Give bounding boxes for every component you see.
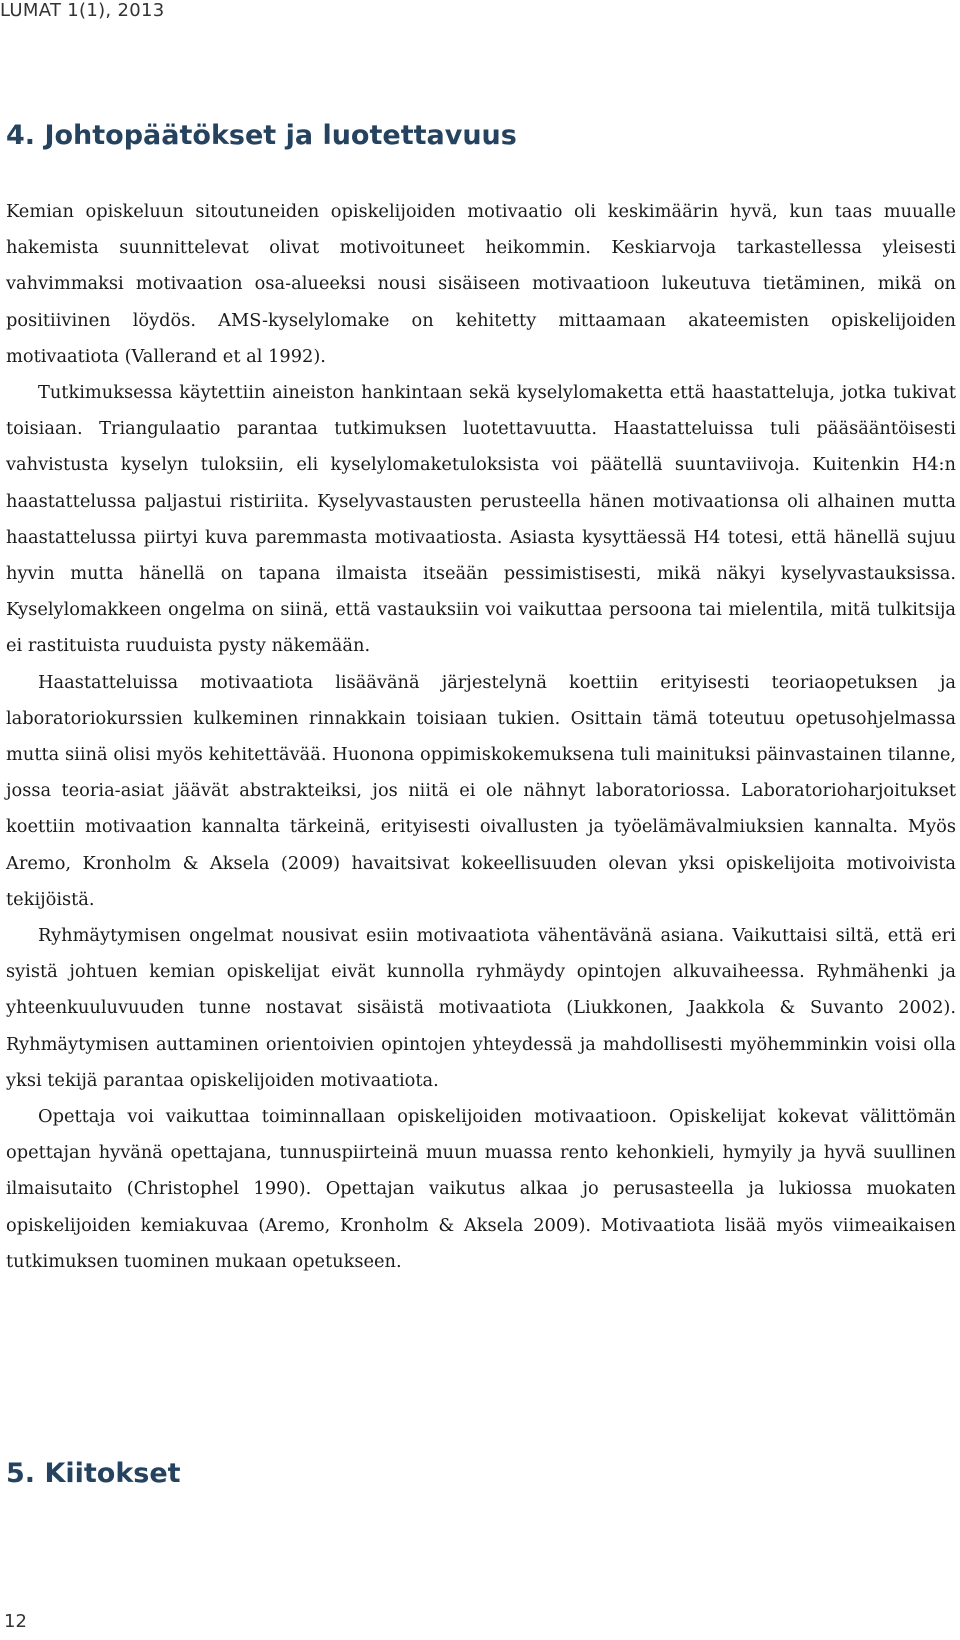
paragraph: Haastatteluissa motivaatiota lisäävänä järjestelynä koettiin erityisesti teoriaopetuksen ja laboratoriokurssien kulkeminen rinnakkain toisiaan tukien. Osittain tämä toteutuu opetusohjelmassa mutta siinä olisi myös kehitettävää. Huonona oppimiskokemuksena tuli mainituksi päinvastainen tilanne, jossa teoria-asiat jäävät abstrakteiksi, jos niitä ei ole nähnyt laboratoriossa. Laboratorioharjoitukset koettiin motivaation kannalta tärkeinä, erityisesti oivallusten ja työelämävalmiuksien kannalta. Myös Aremo, Kronholm & Aksela (2009) havaitsivat kokeellisuuden olevan yksi opiskelijoita motivoivista tekijöistä. <box>6 671 956 910</box>
page-number: 12 <box>4 1611 27 1632</box>
section-heading-acknowledgements: 5. Kiitokset <box>6 1458 181 1489</box>
paragraph: Ryhmäytymisen ongelmat nousivat esiin motivaatiota vähentävänä asiana. Vaikuttaisi siltä, että eri syistä johtuen kemian opiskelijat eivät kunnolla ryhmäydy opintojen alkuvaiheessa. Ryhmähenki ja yhteenkuuluvuuden tunne nostavat sisäistä motivaatiota (Liukkonen, Jaakkola & Suvanto 2002). Ryhmäytymisen auttaminen orientoivien opintojen yhteydessä ja mahdollisesti myöhemminkin voisi olla yksi tekijä parantaa opiskelijoiden motivaatiota. <box>6 925 956 1091</box>
running-header: LUMAT 1(1), 2013 <box>0 0 165 21</box>
paragraph: Tutkimuksessa käytettiin aineiston hankintaan sekä kyselylomaketta että haastatteluja, jotka tukivat toisiaan. Triangulaatio parantaa tutkimuksen luotettavuutta. Haastatteluissa tuli pääsääntöisesti vahvistusta kyselyn tuloksiin, eli kyselylomaketuloksista voi päätellä suuntaviivoja. Kuitenkin H4:n haastattelussa paljastui ristiriita. Kyselyvastausten perusteella hänen motivaationsa oli alhainen mutta haastattelussa piirtyi kuva paremmasta motivaatiosta. Asiasta kysyttäessä H4 totesi, että hänellä sujuu hyvin mutta hänellä on tapana ilmaista itseään pessimistisesti, mikä näkyi kyselyvastauksissa. Kyselylomakkeen ongelma on siinä, että vastauksiin voi vaikuttaa persoona tai mielentila, mitä tulkitsija ei rastituista ruuduista pysty näkemään. <box>6 382 956 657</box>
paragraph: Opettaja voi vaikuttaa toiminnallaan opiskelijoiden motivaatioon. Opiskelijat kokevat välittömän opettajan hyvänä opettajana, tunnuspiirteinä muun muassa rento kehonkieli, hymyily ja hyvä suullinen ilmaisutaito (Christophel 1990). Opettajan vaikutus alkaa jo perusasteella ja lukiossa muokaten opiskelijoiden kemiakuvaa (Aremo, Kronholm & Aksela 2009). Motivaatiota lisää myös viimeaikaisen tutkimuksen tuominen mukaan opetukseen. <box>6 1106 956 1272</box>
section-body <box>6 194 956 1280</box>
section-heading-conclusions: 4. Johtopäätökset ja luotettavuus <box>6 120 517 151</box>
paragraph: Kemian opiskeluun sitoutuneiden opiskelijoiden motivaatio oli keskimäärin hyvä, kun taas muualle hakemista suunnittelevat olivat motivoituneet heikommin. Keskiarvoja tarkastellessa yleisesti vahvimmaksi motivaation osa-alueeksi nousi sisäiseen motivaatioon lukeutuva tietäminen, mikä on positiivinen löydös. AMS-kyselylomake on kehitetty mittaamaan akateemisten opiskelijoiden motivaatiota (Vallerand et al 1992). <box>6 201 956 367</box>
